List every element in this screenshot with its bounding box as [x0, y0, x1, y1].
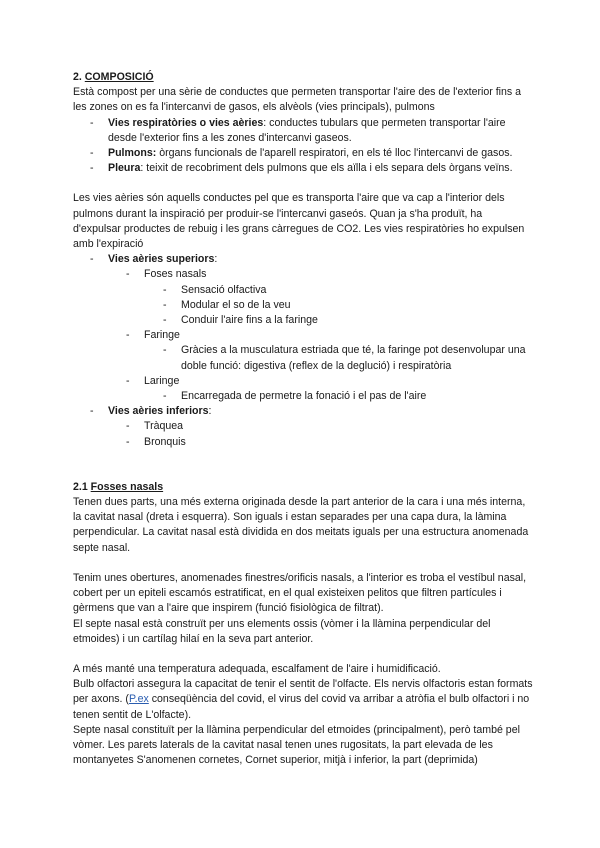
pex-link[interactable]: P.ex	[128, 693, 149, 706]
laringe-sublist	[73, 389, 533, 404]
paragraph: A més manté una temperatura adequada, escalfament de l'aire i humidificació.	[73, 662, 441, 675]
list-item-laringe: - Laringe	[73, 374, 533, 389]
paragraph: Septe nasal constituït per la llàmina perpendicular del etmoides (principalment), però també pel vòmer. Les parets laterals de la cavitat nasal tenen unes rugositats, la part elevada de les montanyetes S'anomenen cornetes, Cornet superior, mitjà i inferior, la part (deprimida)	[73, 723, 520, 767]
vies-aeries-paragraph: Les vies aèries són aquells conductes pel que es transporta l'aire que va cap a l'interior dels pulmons durant la inspiració per produir-se l'intercanvi gaseós. Quan ja s'ha produït, ha d'expulsar productes de rebuig i les grans càrregues de CO2. Les vies respiratòries ho expulsen amb l'expiració	[73, 192, 525, 251]
paragraph-bulb-olfactori: Bulb olfactori assegura la capacitat de tenir el sentit de l'olfacte. Els nervis olfactoris estan formats per axons. (P.ex conseqüència del covid, el virus del covid va arribar a atròfia el bulb olfactori i no tenen sentit de L'olfacte).	[73, 678, 533, 721]
list-item: - Pulmons: òrgans funcionals de l'aparell respiratori, en els té lloc l'intercanvi de gasos.	[73, 146, 533, 161]
inferiors-sublist	[73, 419, 533, 449]
intro-paragraph: Està compost per una sèrie de conductes que permeten transportar l'aire des de l'exterior fins a les zones on es fa l'intercanvi de gasos, els alvèols (vies principals), pulmons	[73, 86, 522, 114]
list-item: - Gràcies a la musculatura estriada que té, la faringe pot desenvolupar una doble funció: digestiva (reflex de la deglució) i respiratòria	[73, 343, 533, 373]
list-item-inferiors: - Vies aèries inferiors:	[73, 404, 533, 419]
paragraph: Tenen dues parts, una més externa originada desde la part anterior de la cara i una més interna, la cavitat nasal (dreta i esquerra). Son iguals i estan separades per una capa dura, la làmina perpendicular. La cavitat nasal està dividida en dos meitats iguals per una estructura anomenada septe nasal.	[73, 496, 529, 554]
faringe-sublist	[73, 343, 533, 373]
section-heading-fosses-nasals: 2.1 Fosses nasals	[73, 480, 164, 493]
section-heading-composicio: 2. COMPOSICIÓ	[73, 71, 154, 83]
superiors-sublist	[73, 267, 533, 282]
list-item: - Pleura: teixit de recobriment dels pulmons que els aïlla i els separa dels òrgans veïns.	[73, 161, 533, 176]
airways-list	[73, 252, 533, 267]
list-item: - Sensació olfactiva	[73, 283, 533, 298]
list-item: - Vies respiratòries o vies aèries: conductes tubulars que permeten transportar l'aire desde l'exterior fins a les zones d'intercanvi gaseos.	[73, 116, 533, 146]
airways-list	[73, 404, 533, 419]
list-item: - Encarregada de permetre la fonació i el pas de l'aire	[73, 389, 533, 404]
superiors-sublist	[73, 374, 533, 389]
list-item: - Conduir l'aire fins a la faringe	[73, 313, 533, 328]
paragraph: El septe nasal està construït per uns elements ossis (vòmer i la llàmina perpendicular del etmoides) i un cartílag hilaí en la seva part anterior.	[73, 617, 491, 645]
list-item-faringe: - Faringe	[73, 328, 533, 343]
list-item-superiors: - Vies aèries superiors:	[73, 252, 533, 267]
list-item-foses-nasals: - Foses nasals	[73, 267, 533, 282]
list-item: - Modular el so de la veu	[73, 298, 533, 313]
foses-nasals-sublist	[73, 283, 533, 329]
list-item: - Tràquea	[73, 419, 533, 434]
superiors-sublist	[73, 328, 533, 343]
document-page	[73, 70, 533, 768]
list-item: - Bronquis	[73, 435, 533, 450]
paragraph: Tenim unes obertures, anomenades finestres/orificis nasals, a l'interior es troba el vestíbul nasal, cobert per un epiteli escamós estratificat, en el qual existeixen pelitos que filtren partícules i gèrmens que van a l'aire que inspirem (funció fisiològica de filtrat).	[73, 571, 527, 615]
composition-list	[73, 116, 533, 177]
